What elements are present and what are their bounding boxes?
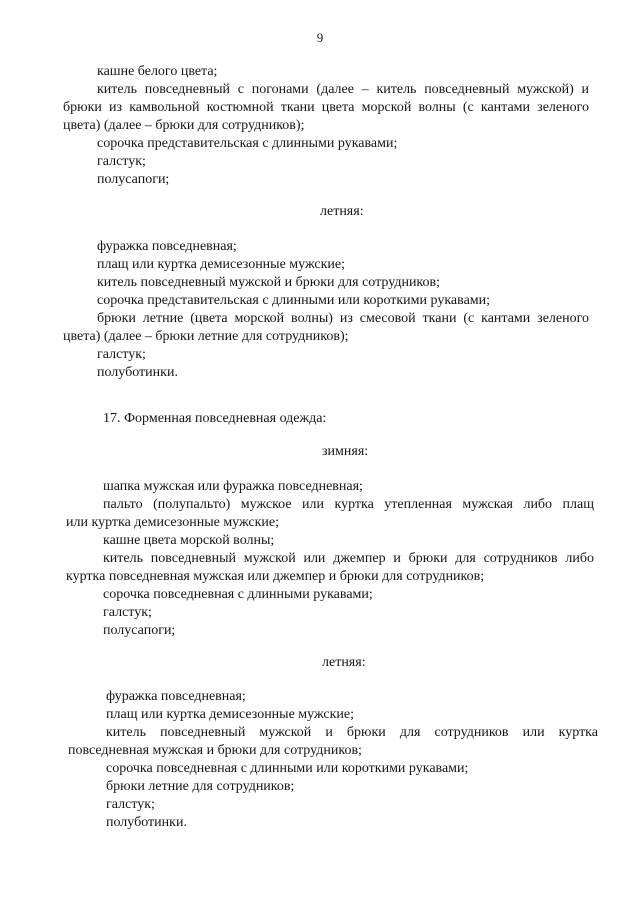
season-heading-winter: зимняя:	[322, 444, 369, 459]
list-item: галстук;	[106, 797, 155, 812]
list-item: сорочка повседневная с длинными или короткими рукавами;	[106, 761, 469, 776]
list-item: плащ или куртка демисезонные мужские;	[106, 707, 355, 722]
list-item: кашне цвета морской волны;	[103, 533, 275, 548]
list-item: китель повседневный мужской и брюки для сотрудников;	[97, 275, 441, 290]
list-item: китель повседневный мужской или джемпер и брюки для сотрудников либо	[103, 551, 594, 566]
list-item: брюки летние (цвета морской волны) из смесовой ткани (с кантами зеленого	[97, 311, 589, 326]
list-item: полуботинки.	[106, 815, 187, 830]
list-item-continuation: брюки из камвольной костюмной ткани цвета морской волны (с кантами зеленого	[63, 100, 589, 115]
list-item: брюки летние для сотрудников;	[106, 779, 295, 794]
list-item: сорочка повседневная с длинными рукавами;	[103, 587, 373, 602]
list-item: китель повседневный с погонами (далее – китель повседневный мужской) и	[97, 82, 589, 97]
list-item: полусапоги;	[103, 623, 176, 638]
section-title: 17. Форменная повседневная одежда:	[103, 411, 327, 426]
list-item: сорочка представительская с длинными рукавами;	[97, 136, 398, 151]
list-item-continuation: повседневная мужская и брюки для сотрудников;	[68, 743, 362, 758]
list-item: кашне белого цвета;	[97, 64, 218, 79]
season-heading-summer: летняя:	[322, 655, 366, 670]
list-item: фуражка повседневная;	[97, 239, 237, 254]
list-item-continuation: цвета) (далее – брюки летние для сотрудников);	[63, 329, 349, 344]
list-item-continuation: цвета) (далее – брюки для сотрудников);	[63, 118, 305, 133]
list-item-continuation: куртка повседневная мужская или джемпер и брюки для сотрудников;	[66, 569, 485, 584]
list-item: сорочка представительская с длинными или короткими рукавами;	[97, 293, 491, 308]
list-item: полуботинки.	[97, 365, 178, 380]
list-item-continuation: или куртка демисезонные мужские;	[66, 515, 280, 530]
season-heading-summer: летняя:	[320, 204, 364, 219]
page-number: 9	[316, 30, 324, 45]
list-item: галстук;	[103, 605, 152, 620]
list-item: фуражка повседневная;	[106, 689, 246, 704]
list-item: галстук;	[97, 154, 146, 169]
list-item: плащ или куртка демисезонные мужские;	[97, 257, 346, 272]
list-item: полусапоги;	[97, 172, 170, 187]
list-item: галстук;	[97, 347, 146, 362]
list-item: китель повседневный мужской и брюки для сотрудников или куртка	[106, 725, 598, 740]
list-item: шапка мужская или фуражка повседневная;	[103, 479, 363, 494]
list-item: пальто (полупальто) мужское или куртка утепленная мужская либо плащ	[103, 497, 594, 512]
